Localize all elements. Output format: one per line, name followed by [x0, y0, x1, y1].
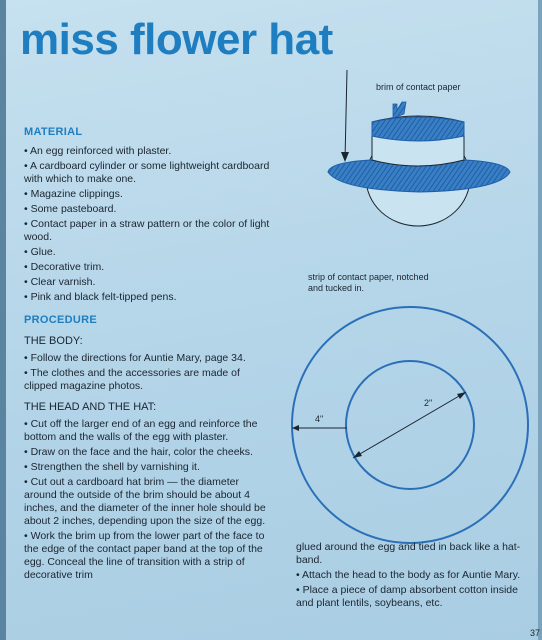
pointer-line: [345, 70, 347, 160]
list-item: • Decorative trim.: [24, 261, 270, 274]
list-item: • Cut off the larger end of an egg and reinforce the bottom and the walls of the egg with plaster.: [24, 418, 270, 444]
list-item: • The clothes and the accessories are made of clipped magazine photos.: [24, 367, 270, 393]
page-number: 37: [529, 628, 540, 638]
pointer-arrowhead: [341, 152, 349, 162]
body-heading: THE BODY:: [24, 335, 83, 347]
right-list: [296, 569, 532, 610]
list-item: • Strengthen the shell by varnishing it.: [24, 461, 270, 474]
list-item: • Place a piece of damp absorbent cotton inside and plant lentils, soybeans, etc.: [296, 584, 532, 610]
list-item: • A cardboard cylinder or some lightweight cardboard with which to make one.: [24, 160, 270, 186]
procedure-heading: PROCEDURE: [24, 314, 97, 326]
list-item: • An egg reinforced with plaster.: [24, 145, 270, 158]
inner-diameter-label: 2": [424, 398, 433, 408]
list-item: • Cut out a cardboard hat brim — the diameter around the outside of the brim should be about 4 inches, and the diameter of the inner hole should be about 2 inches, depending upon the size of the egg.: [24, 476, 270, 528]
page-title: miss flower hat: [20, 15, 333, 64]
list-item: • Draw on the face and the hair, color the cheeks.: [24, 446, 270, 459]
inner-dimension-line: [353, 392, 466, 458]
material-heading: MATERIAL: [24, 126, 83, 138]
procedure-continued: [296, 541, 532, 612]
list-item: • Magazine clippings.: [24, 188, 270, 201]
head-heading: THE HEAD AND THE HAT:: [24, 401, 157, 413]
caption-brim: brim of contact paper: [376, 82, 461, 92]
list-item: • Work the brim up from the lower part of the face to the edge of the contact paper band at the top of the egg. Conceal the line of transition with a strip of decorative trim: [24, 530, 270, 582]
list-item: • Some pasteboard.: [24, 203, 270, 216]
continuation-text: glued around the egg and tied in back like a hat-band.: [296, 541, 521, 566]
list-item: • Contact paper in a straw pattern or the color of light wood.: [24, 218, 270, 244]
inner-dimension-arrow-b: [457, 392, 466, 399]
list-item: • Attach the head to the body as for Auntie Mary.: [296, 569, 532, 582]
outer-diameter-label: 4": [315, 414, 324, 424]
list-item: • Clear varnish.: [24, 276, 270, 289]
list-item: • Glue.: [24, 246, 270, 259]
list-item: • Follow the directions for Auntie Mary, page 34.: [24, 352, 270, 365]
contact-paper-band: [372, 117, 464, 141]
inner-dimension-arrow-a: [353, 451, 362, 458]
notched-strip: [393, 102, 406, 118]
list-item: • Pink and black felt-tipped pens.: [24, 291, 270, 304]
caption-strip-1: strip of contact paper, notched: [308, 272, 429, 282]
caption-strip-2: and tucked in.: [308, 283, 365, 293]
